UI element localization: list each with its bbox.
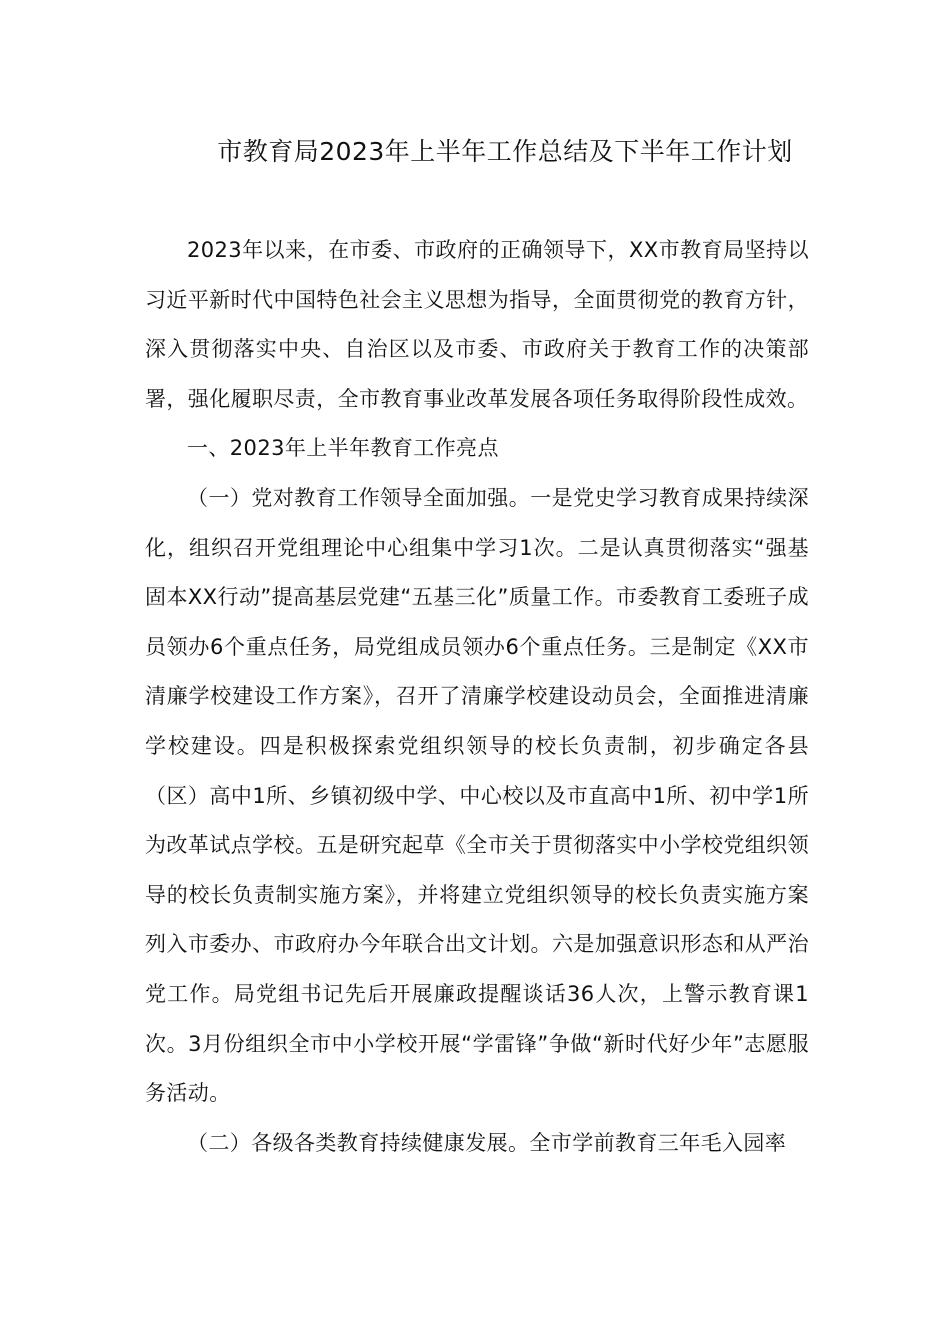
subsection-paragraph-1: （一）党对教育工作领导全面加强。一是党史学习教育成果持续深化，组织召开党组理论中心组集中学习1次。二是认真贯彻落实“强基固本XX行动”提高基层党建“五基三化”质量工作。市委教育工委班子成员领办6个重点任务，局党组成员领办6个重点任务。三是制定《XX市清廉学校建设工作方案》，召开了清廉学校建设动员会，全面推进清廉学校建设。四是积极探索党组织领导的校长负责制，初步确定各县（区）高中1所、乡镇初级中学、中心校以及市直高中1所、初中学1所为改革试点学校。五是研究起草《全市关于贯彻落实中小学校党组织领导的校长负责制实施方案》，并将建立党组织领导的校长负责实施方案列入市委办、市政府办今年联合出文计划。六是加强意识形态和从严治党工作。局党组书记先后开展廉政提醒谈话36人次，上警示教育课1次。3月份组织全市中小学校开展“学雷锋”争做“新时代好少年”志愿服务活动。	[145, 485, 809, 1106]
subsection-paragraph-2: （二）各级各类教育持续健康发展。全市学前教育三年毛入园率	[187, 1130, 787, 1155]
intro-paragraph: 2023年以来，在市委、市政府的正确领导下，XX市教育局坚持以习近平新时代中国特色社会主义思想为指导，全面贯彻党的教育方针，深入贯彻落实中央、自治区以及市委、市政府关于教育工作的决策部署，强化履职尽责，全市教育事业改革发展各项任务取得阶段性成效。	[145, 238, 809, 411]
section-heading: 一、2023年上半年教育工作亮点	[187, 436, 499, 461]
document-body	[145, 226, 809, 1168]
document-title: 市教育局2023年上半年工作总结及下半年工作计划	[217, 137, 793, 166]
